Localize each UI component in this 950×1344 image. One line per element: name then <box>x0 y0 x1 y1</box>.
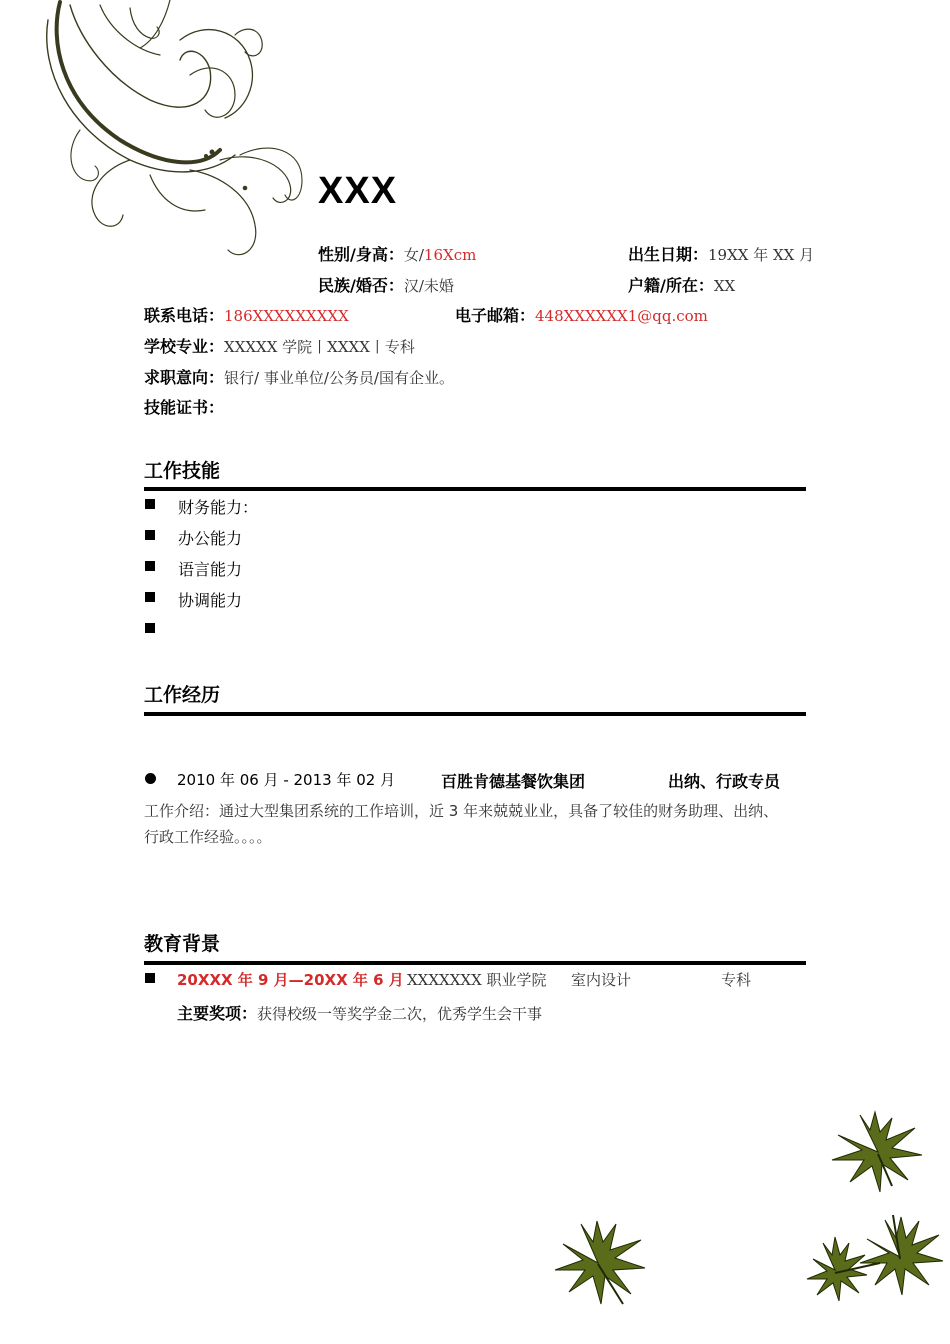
hukou-value: XX <box>713 277 736 295</box>
section-title-experience: 工作经历 <box>144 684 221 706</box>
award-label: 主要奖项： <box>177 1004 258 1023</box>
gender-value: 女/ <box>403 246 424 264</box>
bullet-square <box>145 530 155 540</box>
intent-label: 求职意向： <box>144 368 225 387</box>
leaf-icon <box>553 1218 648 1308</box>
skill-item: 语言能力 <box>178 560 243 579</box>
email-label: 电子邮箱： <box>455 306 536 325</box>
skill-item: 协调能力 <box>178 591 243 610</box>
ethnic-row <box>318 273 454 296</box>
bullet-square <box>145 561 155 571</box>
education-school: XXXXXXX 职业学院 <box>407 971 547 989</box>
experience-desc-line2: 行政工作经验。。。。 <box>144 828 272 846</box>
height-value: 16Xcm <box>423 246 477 264</box>
intent-value: 银行/ 事业单位/公务员/国有企业。 <box>224 369 454 387</box>
leaf-icon <box>805 1205 945 1315</box>
experience-period: 2010 年 06 月 - 2013 年 02 月 <box>177 771 396 789</box>
school-label: 学校专业： <box>144 337 225 356</box>
education-degree: 专科 <box>721 971 752 989</box>
section-rule-experience <box>144 712 806 716</box>
skill-item: 办公能力 <box>178 529 243 548</box>
skill-item: 财务能力： <box>178 498 259 517</box>
hukou-row <box>628 273 735 296</box>
section-rule-education <box>144 961 806 965</box>
education-major: 室内设计 <box>571 971 632 989</box>
experience-position: 出纳、行政专员 <box>668 772 781 791</box>
section-title-education: 教育背景 <box>144 933 221 955</box>
email-row <box>455 303 708 326</box>
bullet-square <box>145 499 155 509</box>
school-row <box>144 334 415 357</box>
education-period: 20XXX 年 9 月—20XX 年 6 月 <box>177 971 404 989</box>
email-value: 448XXXXXX1@qq.com <box>535 307 708 325</box>
section-rule-skills <box>144 487 806 491</box>
gender-height-label: 性别/身高： <box>318 245 404 264</box>
section-title-skills: 工作技能 <box>144 460 221 482</box>
bullet-square <box>145 592 155 602</box>
bullet-square <box>145 623 155 633</box>
cert-label: 技能证书： <box>144 398 225 417</box>
phone-label: 联系电话： <box>144 306 225 325</box>
award-row <box>177 1001 542 1024</box>
bullet-dot <box>145 773 156 784</box>
bullet-square <box>145 973 155 983</box>
school-value: XXXXX 学院丨XXXX丨专科 <box>224 338 415 356</box>
experience-desc-line1: 工作介绍：通过大型集团系统的工作培训，近 3 年来兢兢业业，具备了较佳的财务助理、出纳、 <box>144 802 779 820</box>
award-value: 获得校级一等奖学金二次，优秀学生会干事 <box>257 1005 543 1023</box>
birth-row <box>628 242 814 265</box>
hukou-label: 户籍/所在： <box>628 276 714 295</box>
gender-height-row <box>318 242 476 265</box>
cert-row <box>144 395 224 418</box>
swirl-ornament-icon <box>40 0 310 275</box>
birth-label: 出生日期： <box>628 245 709 264</box>
intent-row <box>144 365 454 388</box>
ethnic-label: 民族/婚否： <box>318 276 404 295</box>
phone-row <box>144 303 349 326</box>
birth-value: 19XX 年 XX 月 <box>708 246 815 264</box>
phone-value: 186XXXXXXXXX <box>224 307 349 325</box>
experience-company: 百胜肯德基餐饮集团 <box>441 772 586 791</box>
applicant-name: XXX <box>318 170 398 212</box>
ethnic-value: 汉/未婚 <box>403 277 454 295</box>
leaf-icon <box>830 1110 925 1195</box>
